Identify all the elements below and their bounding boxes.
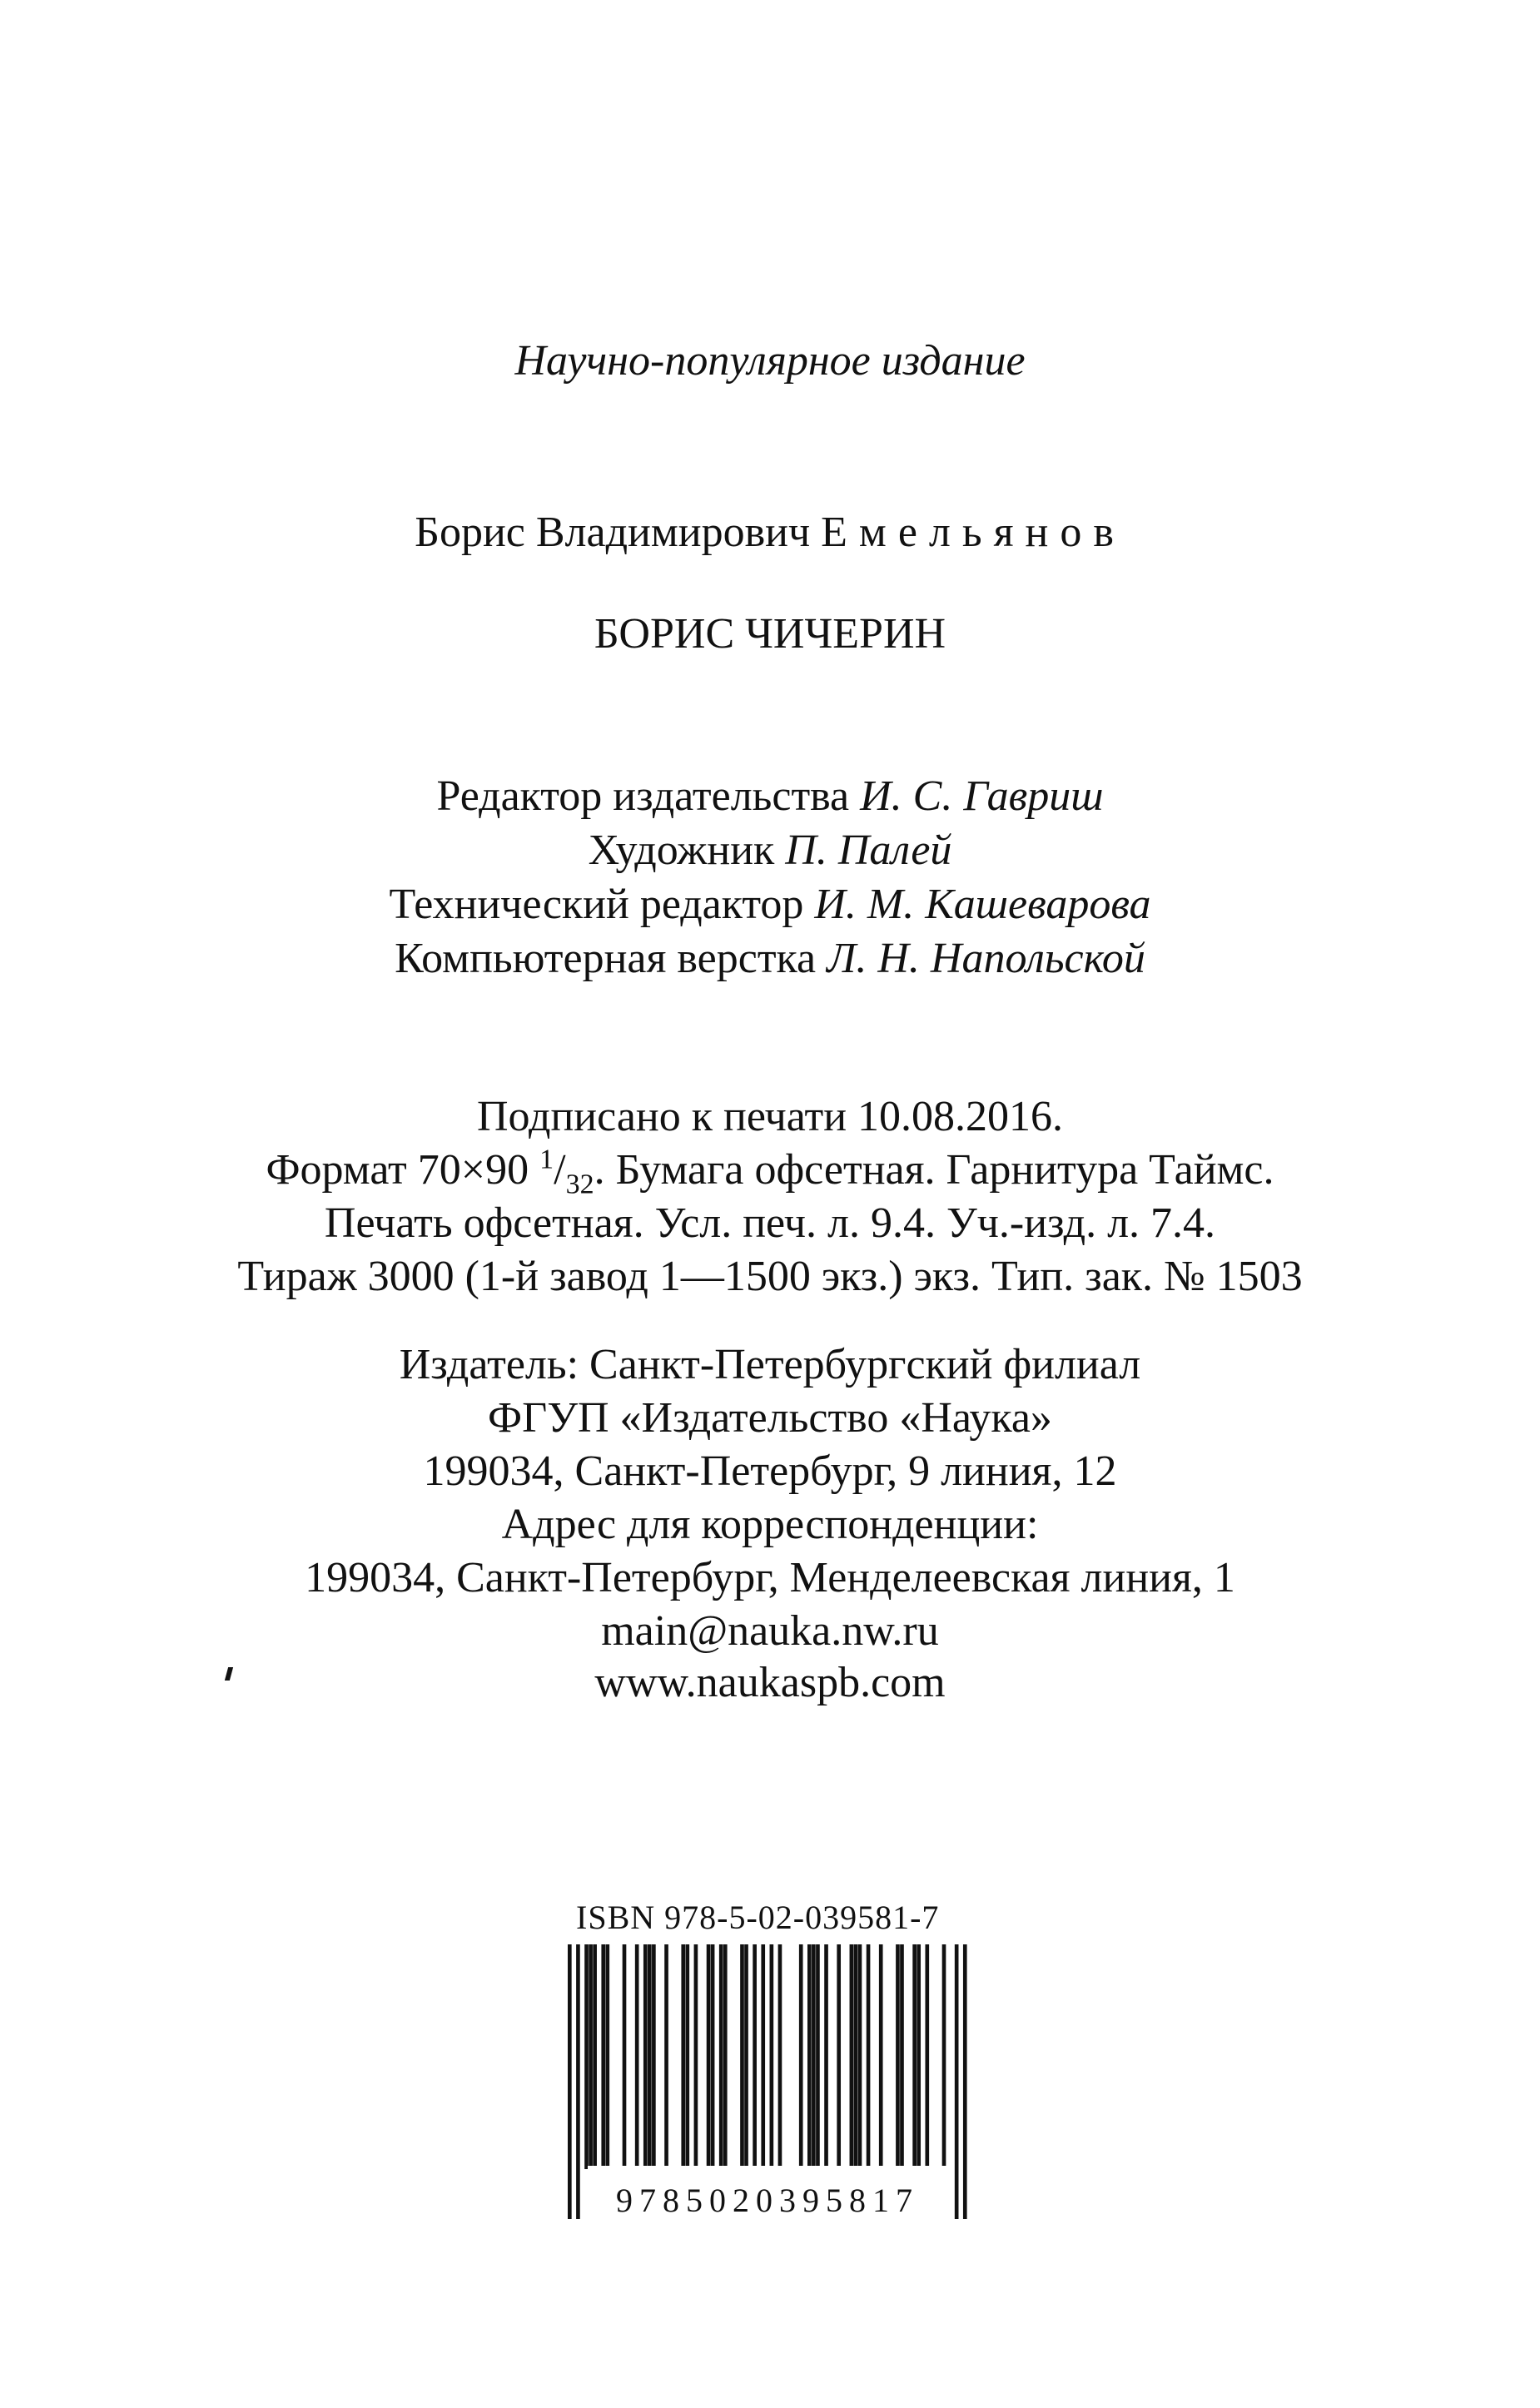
publisher-website: www.naukaspb.com — [594, 1659, 946, 1706]
barcode-bar — [816, 1944, 820, 2169]
barcode-bar — [812, 1944, 816, 2169]
format-suffix: . Бумага офсетная. Гарнитура Таймс. — [594, 1146, 1274, 1194]
barcode-bar — [799, 1944, 803, 2169]
publisher-line-2: ФГУП «Издательство «Наука» — [488, 1394, 1052, 1442]
author — [0, 506, 1540, 559]
barcode-bar — [711, 1944, 715, 2169]
format-fraction-numerator: 1 — [539, 1144, 554, 1175]
barcode-bar — [635, 1944, 639, 2169]
barcode-bar — [601, 1944, 605, 2169]
author-given-names: Борис Владимирович — [415, 509, 811, 556]
book-title: БОРИС ЧИЧЕРИН — [594, 610, 946, 658]
barcode-bar — [837, 1944, 841, 2169]
publisher-email: main@nauka.nw.ru — [601, 1607, 939, 1655]
print-signed: Подписано к печати 10.08.2016. — [476, 1093, 1064, 1140]
barcode-bar — [589, 1944, 593, 2169]
credit-role: Художник — [588, 827, 775, 874]
barcode-bar — [753, 1944, 757, 2169]
barcode-bar — [778, 1944, 782, 2169]
barcode-bar — [694, 1944, 698, 2169]
format-prefix: Формат 70×90 — [266, 1146, 540, 1194]
credit-role: Технический редактор — [389, 881, 804, 928]
credit-name: П. Палей — [785, 827, 952, 874]
barcode-bar — [824, 1944, 828, 2169]
barcode-bar — [917, 1944, 921, 2169]
barcode-bar — [681, 1944, 685, 2169]
barcode-bar — [584, 1944, 589, 2169]
barcode-bar — [807, 1944, 812, 2169]
publisher-line-1: Издатель: Санкт-Петербургский филиал — [399, 1341, 1141, 1388]
credit-tech-editor — [0, 878, 1540, 931]
print-run: Тираж 3000 (1-й завод 1—1500 экз.) экз. Тип. зак. № 1503 — [237, 1253, 1303, 1300]
barcode-bar — [858, 1944, 862, 2169]
barcode-bar — [723, 1944, 728, 2169]
credit-name: И. М. Кашеварова — [814, 881, 1151, 928]
barcode-bar — [744, 1944, 748, 2169]
credit-layout — [0, 932, 1540, 986]
barcode-bar — [896, 1944, 900, 2169]
barcode-bar — [605, 1944, 609, 2169]
isbn-barcode — [568, 1944, 967, 2219]
publisher-line-5: 199034, Санкт-Петербург, Менделеевская линия, 1 — [305, 1554, 1235, 1601]
publisher-line-3: 199034, Санкт-Петербург, 9 линия, 12 — [423, 1447, 1117, 1495]
barcode-bar — [912, 1944, 917, 2169]
author-surname: Емельянов — [821, 509, 1125, 556]
isbn-label: ISBN 978-5-02-039581-7 — [576, 1899, 940, 1936]
barcode-bar — [879, 1944, 883, 2169]
credit-name: И. С. Гавриш — [860, 772, 1104, 820]
barcode-bar — [707, 1944, 711, 2169]
credit-role: Редактор издательства — [436, 772, 850, 820]
credit-role: Компьютерная верстка — [395, 935, 817, 982]
barcode-bar — [854, 1944, 858, 2169]
barcode-bar — [850, 1944, 854, 2169]
print-printing: Печать офсетная. Усл. печ. л. 9.4. Уч.-изд. л. 7.4. — [324, 1199, 1216, 1247]
barcode-bar — [664, 1944, 668, 2169]
barcode-bar — [643, 1944, 648, 2169]
barcode-bar — [719, 1944, 723, 2169]
barcode-bar — [867, 1944, 871, 2169]
publisher-line-4: Адрес для корреспонденции: — [501, 1501, 1039, 1548]
credit-artist — [0, 824, 1540, 877]
barcode-digits: 9785020395817 — [616, 2182, 919, 2219]
barcode-bar — [900, 1944, 904, 2169]
barcode-bar — [648, 1944, 652, 2169]
credit-name: Л. Н. Напольской — [827, 935, 1145, 982]
barcode-bar — [685, 1944, 689, 2169]
barcode-bar — [623, 1944, 627, 2169]
series-label: Научно-популярное издание — [514, 337, 1026, 385]
barcode-bar — [942, 1944, 946, 2169]
credit-editor — [0, 770, 1540, 823]
print-format: Формат 70×90 $^1/_{32}$. Бумага офсетная. Гарнитура Таймс. — [266, 1144, 1274, 1200]
format-fraction-denominator: 32 — [565, 1169, 594, 1200]
barcode-bar — [652, 1944, 656, 2169]
barcode-bar — [740, 1944, 744, 2169]
barcode-bar — [593, 1944, 597, 2169]
barcode-bar — [925, 1944, 929, 2169]
